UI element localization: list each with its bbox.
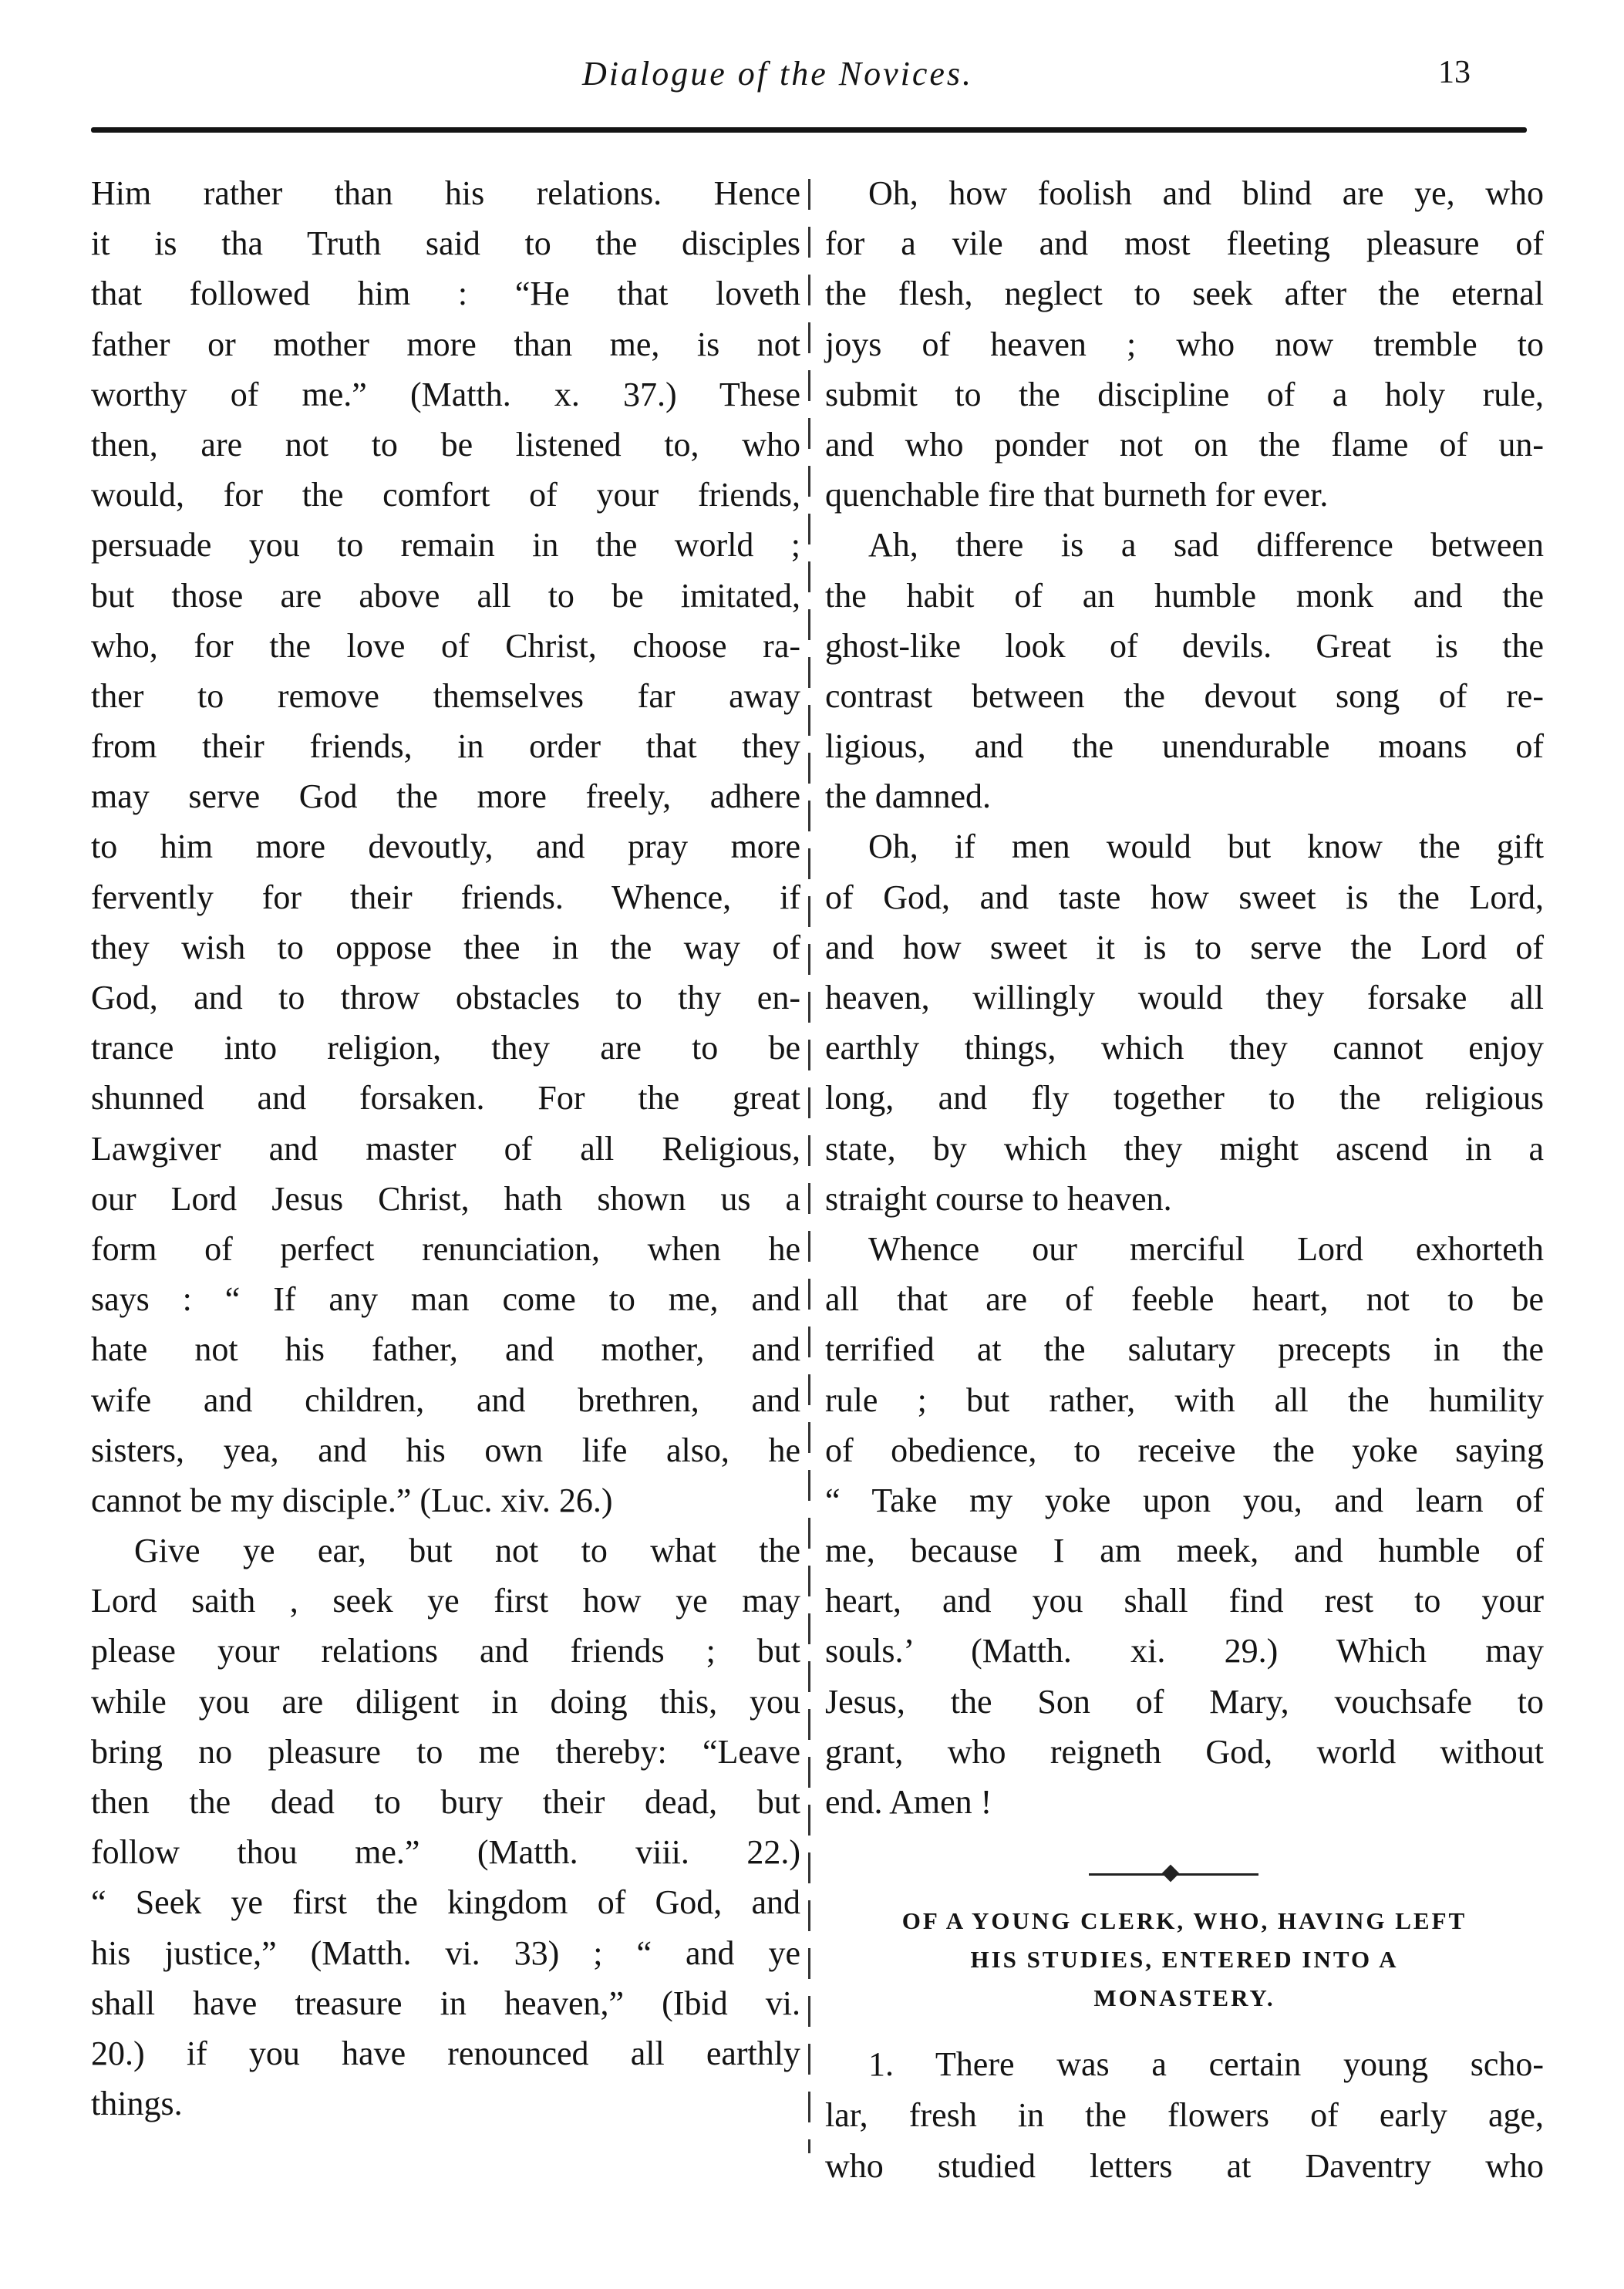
text-line: bring no pleasure to me thereby: “Leave xyxy=(91,1732,800,1771)
section-heading-line: OF A YOUNG CLERK, WHO, HAVING LEFT xyxy=(901,1907,1467,1934)
left-column xyxy=(91,168,800,2129)
text-line: the flesh, neglect to seek after the eternal xyxy=(825,275,1544,313)
text-line: father or mother more than me, is not xyxy=(91,325,800,363)
text-line: sisters, yea, and his own life also, he xyxy=(91,1431,800,1469)
text-line: they wish to oppose thee in the way of xyxy=(91,928,800,966)
text-line: Whence our merciful Lord exhorteth xyxy=(868,1229,1544,1268)
text-line: then the dead to bury their dead, but xyxy=(91,1783,800,1821)
text-line: God, and to throw obstacles to thy en- xyxy=(91,979,800,1016)
right-paragraph-1 xyxy=(825,168,1544,520)
text-line: Lord saith , seek ye first how ye may xyxy=(91,1582,800,1620)
text-line: while you are diligent in doing this, you xyxy=(91,1682,800,1721)
section-heading-line: HIS STUDIES, ENTERED INTO A xyxy=(970,1946,1399,1973)
text-line: it is tha Truth said to the disciples xyxy=(91,224,800,263)
text-line: to him more devoutly, and pray more xyxy=(91,828,800,866)
text-line: state, by which they might ascend in a xyxy=(825,1129,1544,1168)
right-paragraph-3 xyxy=(825,821,1544,1224)
text-line: of God, and taste how sweet is the Lord, xyxy=(825,878,1544,916)
text-line: would, for the comfort of your friends, xyxy=(91,476,800,514)
text-line: heaven, willingly would they forsake all xyxy=(825,979,1544,1016)
text-line: form of perfect renunciation, when he xyxy=(91,1229,800,1268)
text-line: from their friends, in order that they xyxy=(91,727,800,766)
right-column xyxy=(825,168,1544,1827)
text-line: straight course to heaven. xyxy=(825,1179,1172,1218)
text-line: our Lord Jesus Christ, hath shown us a xyxy=(91,1179,800,1218)
text-line: worthy of me.” (Matth. x. 37.) These xyxy=(91,375,800,413)
text-line: rule ; but rather, with all the humility xyxy=(825,1380,1544,1419)
text-line: me, because I am meek, and humble of xyxy=(825,1532,1544,1570)
text-line: 1. There was a certain young scho- xyxy=(868,2045,1544,2083)
section-ornament xyxy=(1089,1866,1258,1882)
header-rule xyxy=(91,127,1527,133)
text-line: quenchable fire that burneth for ever. xyxy=(825,476,1329,514)
left-paragraph-1 xyxy=(91,168,800,1525)
text-line: may serve God the more freely, adhere xyxy=(91,777,800,816)
text-line: Ah, there is a sad difference between xyxy=(868,526,1544,565)
text-line: ligious, and the unendurable moans of xyxy=(825,727,1544,766)
text-line: submit to the discipline of a holy rule, xyxy=(825,375,1544,413)
section-heading-line: MONASTERY. xyxy=(1093,1984,1275,2011)
text-line: lar, fresh in the flowers of early age, xyxy=(825,2096,1544,2134)
text-line: grant, who reigneth God, world without xyxy=(825,1732,1544,1771)
text-line: the damned. xyxy=(825,777,992,816)
text-line: the habit of an humble monk and the xyxy=(825,576,1544,615)
text-line: hate not his father, and mother, and xyxy=(91,1330,800,1369)
text-line: 20.) if you have renounced all earthly xyxy=(91,2034,800,2072)
text-line: trance into religion, they are to be xyxy=(91,1029,800,1067)
section-paragraph xyxy=(825,2039,1544,2192)
text-line: then, are not to be listened to, who xyxy=(91,425,800,464)
text-line: for a vile and most fleeting pleasure of xyxy=(825,224,1544,263)
section-heading xyxy=(825,1902,1544,2018)
text-line: and who ponder not on the flame of un- xyxy=(825,425,1544,464)
text-line: but those are above all to be imitated, xyxy=(91,576,800,615)
text-line: things. xyxy=(91,2085,183,2123)
page-number: 13 xyxy=(1438,55,1471,90)
text-line: ghost-like look of devils. Great is the xyxy=(825,626,1544,665)
text-line: Oh, if men would but know the gift xyxy=(868,828,1544,866)
text-line: his justice,” (Matth. vi. 33) ; “ and ye xyxy=(91,1933,800,1972)
text-line: souls.’ (Matth. xi. 29.) Which may xyxy=(825,1632,1544,1670)
column-divider xyxy=(808,179,810,2153)
text-line: contrast between the devout song of re- xyxy=(825,676,1544,715)
text-line: “ Take my yoke upon you, and learn of xyxy=(825,1481,1544,1519)
text-line: of obedience, to receive the yoke saying xyxy=(825,1431,1544,1469)
right-paragraph-4 xyxy=(825,1224,1544,1827)
text-line: ther to remove themselves far away xyxy=(91,676,800,715)
text-line: fervently for their friends. Whence, if xyxy=(91,878,800,916)
text-line: “ Seek ye first the kingdom of God, and xyxy=(91,1883,800,1922)
text-line: long, and fly together to the religious xyxy=(825,1079,1544,1118)
text-line: terrified at the salutary precepts in the xyxy=(825,1330,1544,1369)
text-line: who studied letters at Daventry who xyxy=(825,2147,1544,2185)
text-line: says : “ If any man come to me, and xyxy=(91,1280,800,1319)
text-line: persuade you to remain in the world ; xyxy=(91,526,800,565)
text-line: shunned and forsaken. For the great xyxy=(91,1079,800,1118)
text-line: end. Amen ! xyxy=(825,1783,992,1821)
text-line: who, for the love of Christ, choose ra- xyxy=(91,626,800,665)
text-line: Him rather than his relations. Hence xyxy=(91,174,800,212)
text-line: earthly things, which they cannot enjoy xyxy=(825,1029,1544,1067)
text-line: Oh, how foolish and blind are ye, who xyxy=(868,174,1544,212)
text-line: cannot be my disciple.” (Luc. xiv. 26.) xyxy=(91,1481,613,1519)
running-head xyxy=(0,54,1624,116)
text-line: Jesus, the Son of Mary, vouchsafe to xyxy=(825,1682,1544,1721)
text-line: shall have treasure in heaven,” (Ibid vi. xyxy=(91,1984,800,2022)
text-line: wife and children, and brethren, and xyxy=(91,1380,800,1419)
text-line: follow thou me.” (Matth. viii. 22.) xyxy=(91,1833,800,1872)
text-line: all that are of feeble heart, not to be xyxy=(825,1280,1544,1319)
text-line: that followed him : “He that loveth xyxy=(91,275,800,313)
text-line: and how sweet it is to serve the Lord of xyxy=(825,928,1544,966)
text-line: please your relations and friends ; but xyxy=(91,1632,800,1670)
text-line: Give ye ear, but not to what the xyxy=(134,1532,800,1570)
text-line: joys of heaven ; who now tremble to xyxy=(825,325,1544,363)
text-line: Lawgiver and master of all Religious, xyxy=(91,1129,800,1168)
right-paragraph-2 xyxy=(825,520,1544,821)
running-title: Dialogue of the Novices. xyxy=(582,55,974,93)
left-paragraph-2 xyxy=(91,1525,800,2129)
text-line: heart, and you shall find rest to your xyxy=(825,1582,1544,1620)
